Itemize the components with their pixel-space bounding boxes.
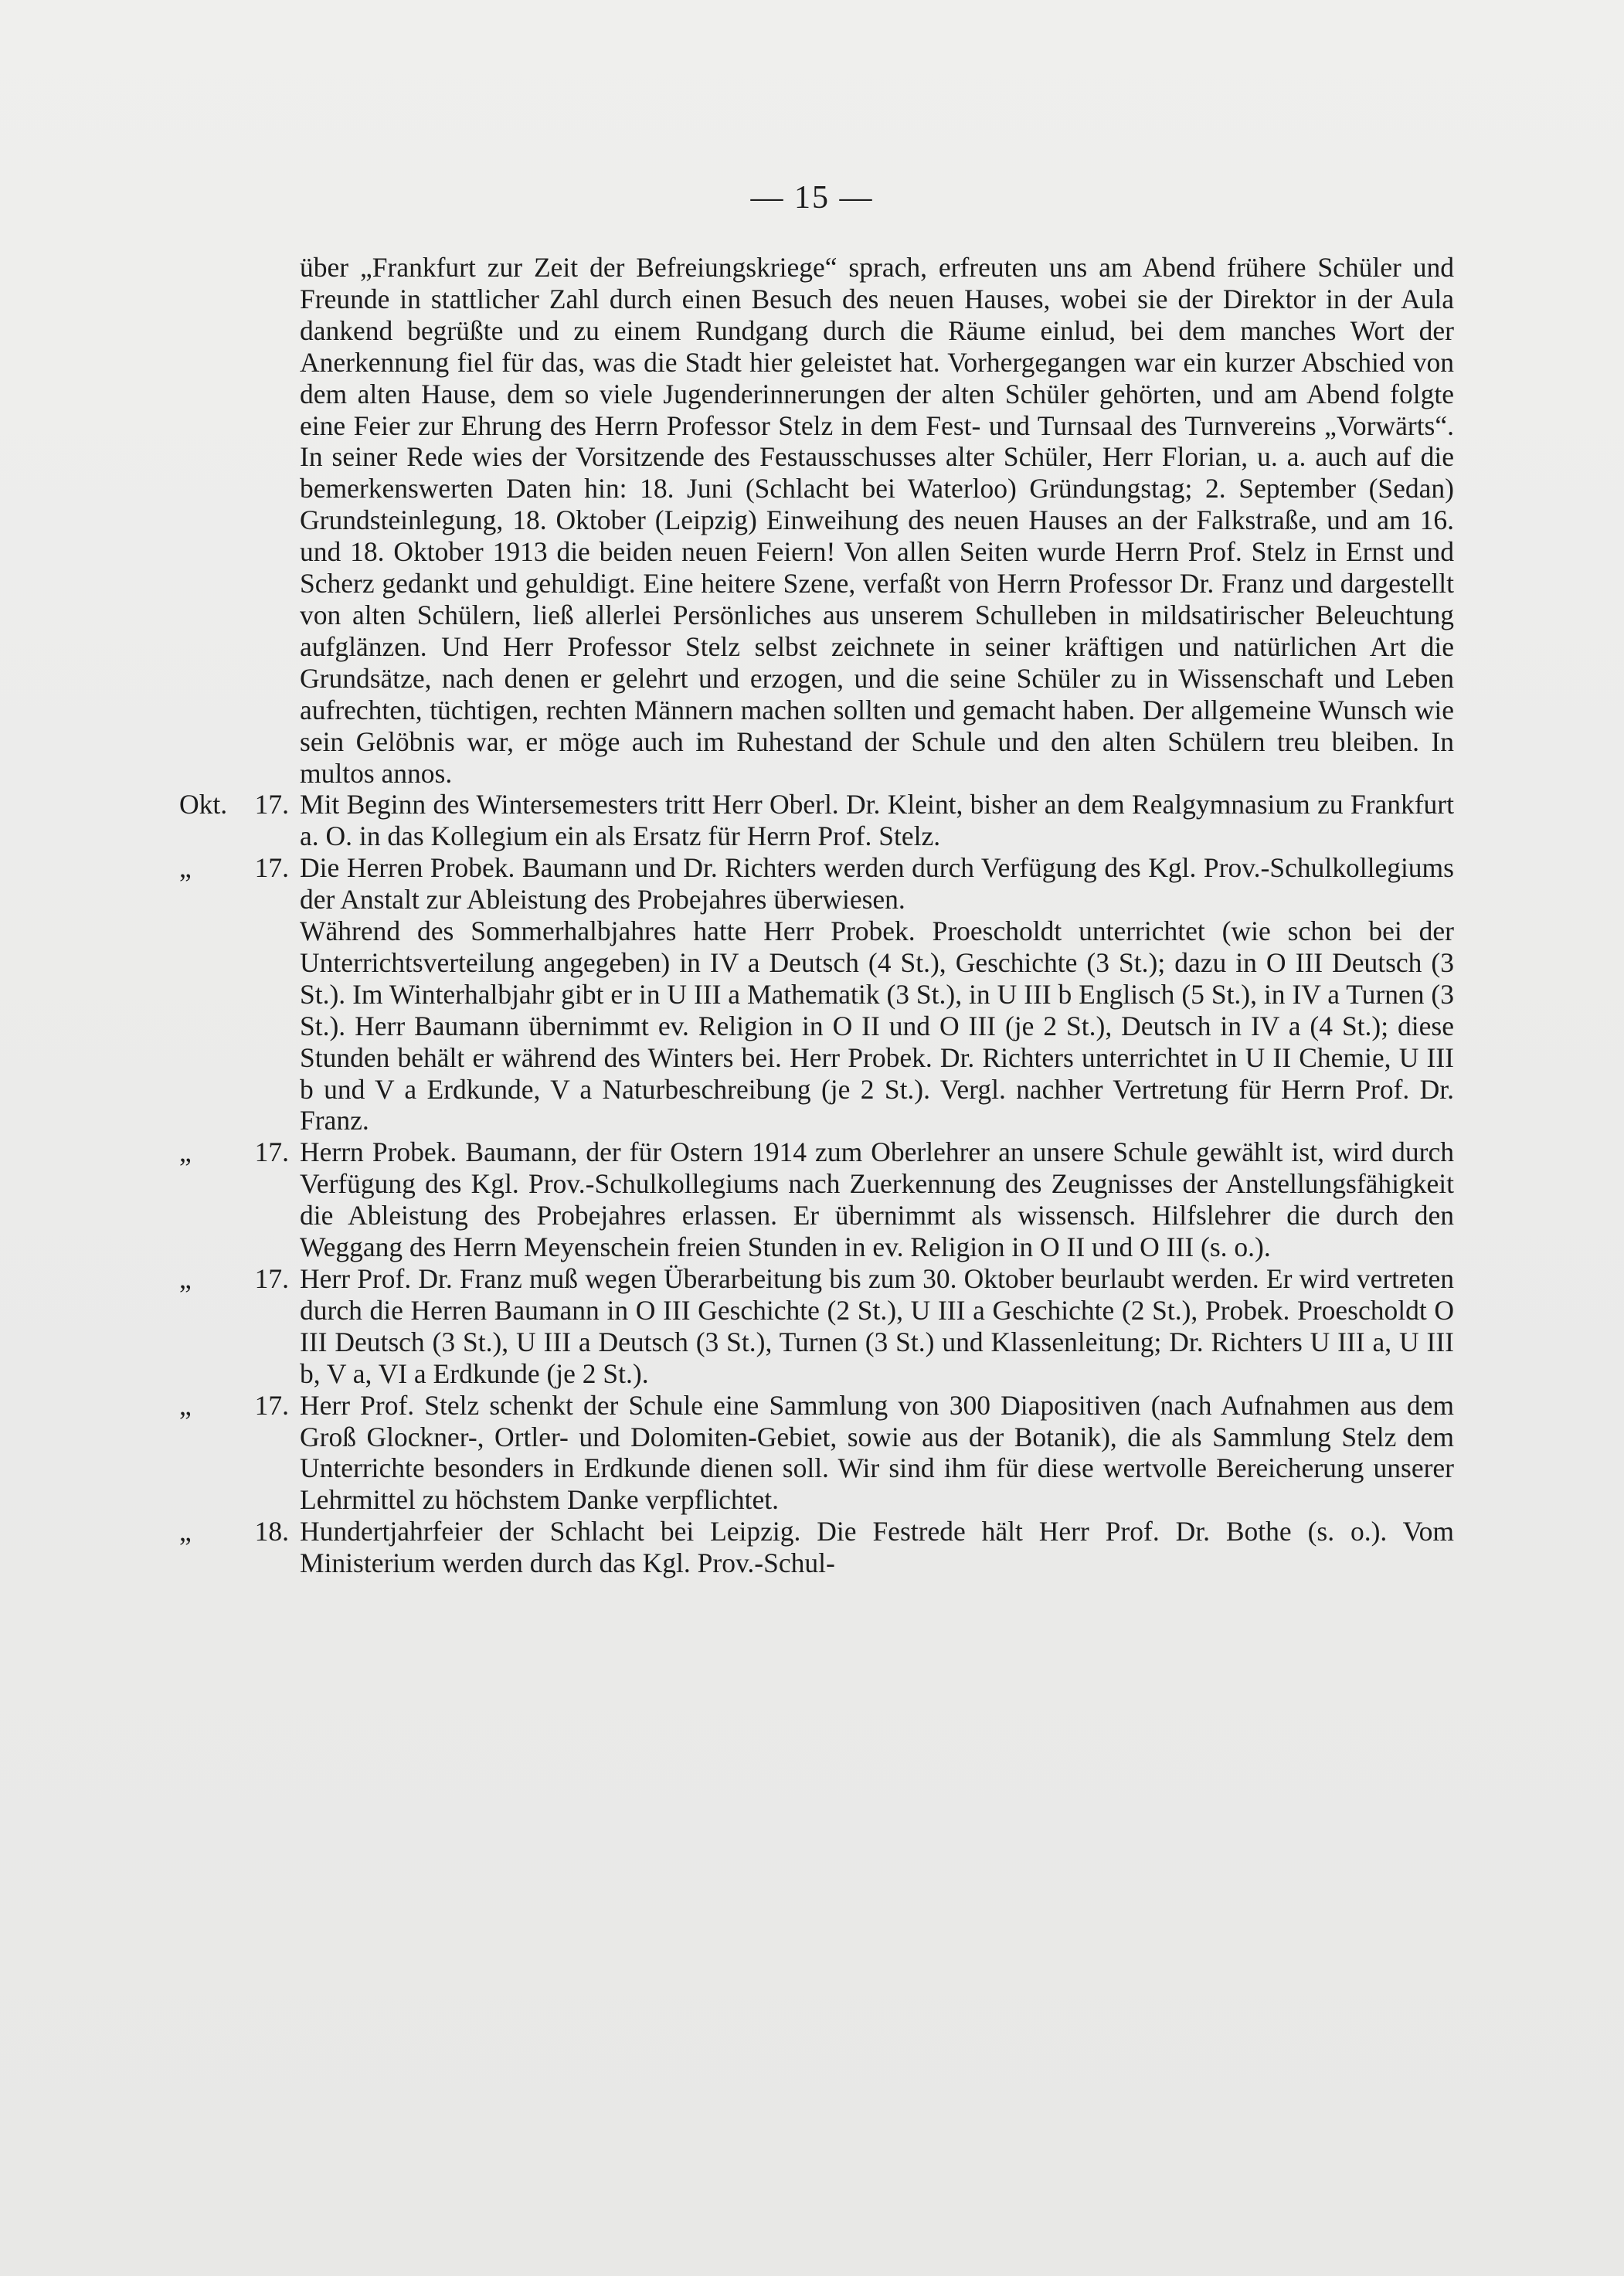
entry-text [300, 1263, 1454, 1390]
chronicle-entry [179, 1263, 1454, 1390]
entry-text [300, 1136, 1454, 1263]
entry-paragraph: Während des Sommerhalbjahres hatte Herr Probek. Proescholdt unterrichtet (wie schon bei der Unterrichtsverteilung angegeben) in IV a Deutsch (4 St.), Geschichte (3 St.); dazu in O III Deutsch (3 St.). Im Winterhalbjahr gibt er in U III a Mathematik (3 St.), in U III b Englisch (5 St.), in IV a Turnen (3 St.). Herr Baumann übernimmt ev. Religion in O II und O III (je 2 St.), Deutsch in IV a (4 St.); diese Stunden behält er während des Winters bei. Herr Probek. Dr. Richters unterrichtet in U II Chemie, U III b und V a Erdkunde, V a Naturbeschreibung (je 2 St.). Vergl. nachher Vertretung für Herrn Prof. Dr. Franz. [300, 915, 1454, 1136]
entry-month: „ [179, 1263, 192, 1294]
intro-paragraph [300, 252, 1454, 789]
chronicle-entry [179, 1516, 1454, 1579]
entry-paragraph: Mit Beginn des Wintersemesters tritt Herr Oberl. Dr. Kleint, bisher an dem Realgymnasium zu Frankfurt a. O. in das Kollegium ein als Ersatz für Herrn Prof. Stelz. [300, 789, 1454, 852]
entry-paragraph: Die Herren Probek. Baumann und Dr. Richters werden durch Verfügung des Kgl. Prov.-Schulkollegiums der Anstalt zur Ableistung des Probejahres überwiesen. [300, 852, 1454, 915]
entry-paragraph: Hundertjahrfeier der Schlacht bei Leipzig. Die Festrede hält Herr Prof. Dr. Bothe (s. o.). Vom Ministerium werden durch das Kgl. Prov.-Schul- [300, 1516, 1454, 1579]
entry-month: „ [179, 1136, 192, 1168]
entry-paragraph: Herr Prof. Stelz schenkt der Schule eine Sammlung von 300 Diapositiven (nach Aufnahmen aus dem Groß Glockner-, Ortler- und Dolomiten-Gebiet, sowie aus der Botanik), die als Sammlung Stelz dem Unterrichte besonders in Erdkunde dienen soll. Wir sind ihm für diese wertvolle Bereicherung unserer Lehrmittel zu höchstem Danke verpflichtet. [300, 1389, 1454, 1516]
entry-day: 18. [254, 1516, 289, 1547]
chronicle-entry [179, 1390, 1454, 1517]
entry-day: 17. [254, 852, 289, 884]
entry-day: 17. [254, 1389, 289, 1421]
page-content [179, 252, 1454, 1579]
page-number: — 15 — [750, 180, 874, 216]
chronicle-entry [179, 852, 1454, 1136]
entry-paragraph: Herrn Probek. Baumann, der für Ostern 1914 zum Oberlehrer an unsere Schule gewählt ist, wird durch Verfügung des Kgl. Prov.-Schulkollegiums nach Zuerkennung des Zeugnisses der Anstellungsfähigkeit die Ableistung des Probejahres erlassen. Er übernimmt als wissensch. Hilfslehrer die durch den Weggang des Herrn Meyenschein freien Stunden in ev. Religion in O II und O III (s. o.). [300, 1136, 1454, 1263]
entry-text [300, 1390, 1454, 1517]
entry-month: „ [179, 1516, 192, 1547]
chronicle-entry [179, 789, 1454, 852]
entry-text [300, 789, 1454, 852]
entry-paragraph: Herr Prof. Dr. Franz muß wegen Überarbeitung bis zum 30. Oktober beurlaubt werden. Er wird vertreten durch die Herren Baumann in O III Geschichte (2 St.), U III a Geschichte (2 St.), Probek. Proescholdt O III Deutsch (3 St.), U III a Deutsch (3 St.), Turnen (3 St.) und Klassenleitung; Dr. Richters U III a, U III b, V a, VI a Erdkunde (je 2 St.). [300, 1263, 1454, 1389]
entry-text [300, 1516, 1454, 1579]
entry-month: Okt. [179, 789, 228, 820]
entry-day: 17. [254, 1263, 289, 1294]
entry-day: 17. [254, 1136, 289, 1168]
intro-text: über „Frankfurt zur Zeit der Befreiungskriege“ sprach, erfreuten uns am Abend frühere Schüler und Freunde in stattlicher Zahl durch einen Besuch des neuen Hauses, wobei sie der Direktor in der Aula dankend begrüßte und zu einem Rundgang durch die Räume einlud, bei dem manches Wort der Anerkennung fiel für das, was die Stadt hier geleistet hat. Vorhergegangen war ein kurzer Abschied von dem alten Hause, dem so viele Jugenderinnerungen der alten Schüler gehörten, und am Abend folgte eine Feier zur Ehrung des Herrn Professor Stelz in dem Fest- und Turnsaal des Turnvereins „Vorwärts“. In seiner Rede wies der Vorsitzende des Festausschusses alter Schüler, Herr Florian, u. a. auch auf die bemerkenswerten Daten hin: 18. Juni (Schlacht bei Waterloo) Gründungstag; 2. September (Sedan) Grundsteinlegung, 18. Oktober (Leipzig) Einweihung des neuen Hauses an der Falkstraße, und am 16. und 18. Oktober 1913 die beiden neuen Feiern! Von allen Seiten wurde Herrn Prof. Stelz in Ernst und Scherz gedankt und gehuldigt. Eine heitere Szene, verfaßt von Herrn Professor Dr. Franz und dargestellt von alten Schülern, ließ allerlei Persönliches aus unserem Schulleben in mildsatirischer Beleuchtung aufglänzen. Und Herr Professor Stelz selbst zeichnete in seiner kräftigen und natürlichen Art die Grundsätze, nach denen er gelehrt und erzogen, und die seine Schüler zu in Wissenschaft und Leben aufrechten, tüchtigen, rechten Männern machen sollten und gemacht haben. Der allgemeine Wunsch wie sein Gelöbnis war, er möge auch im Ruhestand der Schule und den alten Schülern treu bleiben. In multos annos. [300, 252, 1454, 789]
entry-day: 17. [254, 789, 289, 820]
entry-text [300, 852, 1454, 1136]
chronicle-entry [179, 1136, 1454, 1263]
entry-month: „ [179, 1389, 192, 1421]
entry-month: „ [179, 852, 192, 884]
